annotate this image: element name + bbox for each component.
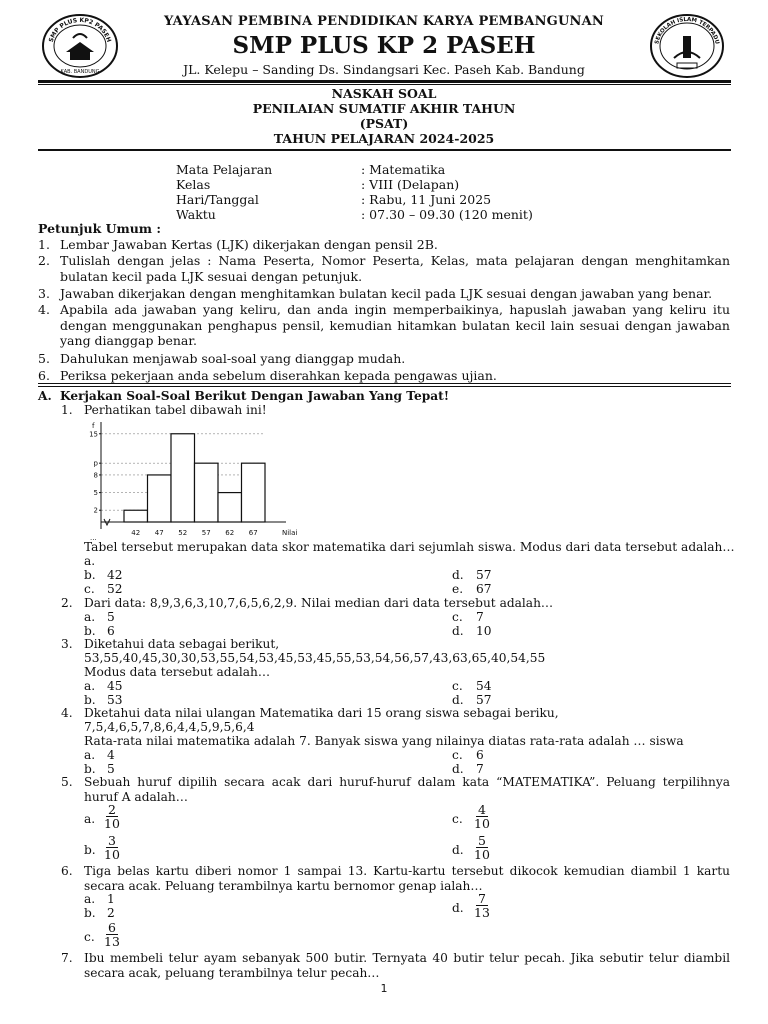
fraction-numerator: 7 <box>477 891 486 906</box>
option-letter-a: a. <box>84 610 96 624</box>
fraction-denominator: 10 <box>104 816 120 831</box>
logo-left-bottom-text: KAB. BANDUNG <box>60 69 100 75</box>
option-fraction-c <box>474 803 490 830</box>
question-intro: Perhatikan tabel dibawah ini! <box>84 403 267 417</box>
question-number: 2. <box>61 596 73 610</box>
option-value-b: 6 <box>107 624 115 638</box>
option-value-c: 52 <box>107 582 123 596</box>
header-rule-thin <box>38 84 731 85</box>
option-letter-b: b. <box>84 693 96 707</box>
doc-title-1: NASKAH SOAL <box>331 86 437 101</box>
fraction-numerator: 5 <box>477 833 486 848</box>
x-tick-label: 47 <box>154 529 164 537</box>
y-tick-label: 8 <box>93 471 98 480</box>
x-tick-label: 42 <box>131 529 141 537</box>
info-value-time: : 07.30 – 09.30 (120 menit) <box>361 207 533 222</box>
info-label-time: Waktu <box>176 207 216 222</box>
fraction-numerator: 6 <box>107 920 116 935</box>
instruction-text: Lembar Jawaban Kertas (LJK) dikerjakan dengan pensil 2B. <box>60 237 438 252</box>
fraction-numerator: 4 <box>477 802 486 817</box>
info-value-date: : Rabu, 11 Juni 2025 <box>361 192 492 207</box>
question-text: Tiga belas kartu diberi nomor 1 sampai 13. Kartu-kartu tersebut dikocok kemudian diambil 1 kartu secara acak. Peluang terambilnya kartu bernomor genap ialah… <box>84 864 730 893</box>
option-letter-d: d. <box>452 762 464 776</box>
question-number: 5. <box>61 775 73 789</box>
x-tick-label: 52 <box>178 529 188 537</box>
histogram-bar <box>242 463 266 522</box>
question-ask: Modus data tersebut adalah… <box>84 665 271 679</box>
option-letter-d: d. <box>452 568 464 582</box>
school-logo-right <box>648 12 726 80</box>
option-value-a: 4 <box>107 748 115 762</box>
instruction-text: Periksa pekerjaan anda sebelum diserahkan kepada pengawas ujian. <box>60 368 497 383</box>
info-label-class: Kelas <box>176 177 211 192</box>
option-fraction-c <box>104 921 120 948</box>
section-rule-1 <box>38 383 731 384</box>
fraction-denominator: 10 <box>104 847 120 862</box>
option-value-a: 5 <box>107 610 115 624</box>
question-number: 4. <box>61 706 73 720</box>
option-value-d: 7 <box>476 762 484 776</box>
option-letter-b: b. <box>84 762 96 776</box>
fraction-denominator: 10 <box>474 816 490 831</box>
option-fraction-b <box>104 834 120 861</box>
histogram-bar <box>195 463 219 522</box>
instruction-num: 5. <box>38 351 50 366</box>
option-letter-c: c. <box>84 582 95 596</box>
option-letter-a: a. <box>84 679 96 693</box>
instruction-text: Apabila ada jawaban yang keliru, dan anda ingin memperbaikinya, hapuslah jawaban yang keliru itu dengan menggunakan penghapus pensil, kemudian hitamkan bulatan kecil lain sesuai dengan jawaban yang dianggap benar. <box>60 302 730 348</box>
question-text: Dari data: 8,9,3,6,3,10,7,6,5,6,2,9. Nilai median dari data tersebut adalah… <box>84 596 554 610</box>
question-number: 7. <box>61 951 73 965</box>
question-text: Tabel tersebut merupakan data skor matematika dari sejumlah siswa. Modus dari data tersebut adalah… <box>84 540 735 554</box>
fraction-denominator: 13 <box>104 934 120 949</box>
school-address: JL. Kelepu – Sanding Ds. Sindangsari Kec. Paseh Kab. Bandung <box>183 62 585 77</box>
option-value-d: 10 <box>476 624 492 638</box>
option-fraction-d <box>474 892 490 919</box>
doc-title-3: (PSAT) <box>359 116 409 131</box>
question-text: Sebuah huruf dipilih secara acak dari huruf-huruf dalam kata “MATEMATIKA”. Peluang terpilihnya huruf A adalah… <box>84 775 730 804</box>
doc-title-2: PENILAIAN SUMATIF AKHIR TAHUN <box>252 101 516 116</box>
section-title: Kerjakan Soal-Soal Berikut Dengan Jawaban Yang Tepat! <box>60 389 450 403</box>
school-name: SMP PLUS KP 2 PASEH <box>232 32 536 59</box>
option-value-a: 1 <box>107 892 115 906</box>
option-value-e: 67 <box>476 582 492 596</box>
option-value-c: 54 <box>476 679 492 693</box>
option-fraction-d <box>474 834 490 861</box>
question-text: Diketahui data sebagai berikut, <box>84 637 280 651</box>
option-value-b: 5 <box>107 762 115 776</box>
section-rule-2 <box>38 386 731 387</box>
option-letter-d: d. <box>452 624 464 638</box>
header-rule-thick <box>38 80 731 83</box>
doc-title-4: TAHUN PELAJARAN 2024-2025 <box>273 131 495 146</box>
x-axis-break-label: ... <box>90 534 97 542</box>
option-fraction-a <box>104 803 120 830</box>
logo-left-top-text: SMP PLUS KP2 PASEH <box>47 16 113 44</box>
section-label: A. <box>38 389 52 403</box>
option-letter-c: c. <box>452 679 463 693</box>
option-letter-a: a. <box>84 748 96 762</box>
title-rule <box>38 149 731 151</box>
y-tick-label: 15 <box>89 430 98 439</box>
question-ask: Rata-rata nilai matematika adalah 7. Banyak siswa yang nilainya diatas rata-rata adalah … siswa <box>84 734 684 748</box>
y-tick-label: p <box>93 459 98 468</box>
fraction-numerator: 3 <box>107 833 116 848</box>
option-letter-c: c. <box>452 748 463 762</box>
option-value-b: 42 <box>107 568 123 582</box>
option-value-c: 6 <box>476 748 484 762</box>
option-letter-b: b. <box>84 624 96 638</box>
info-label-date: Hari/Tanggal <box>176 192 259 207</box>
option-letter-c: c. <box>84 930 95 944</box>
info-value-class: : VIII (Delapan) <box>361 177 460 192</box>
histogram-bar <box>124 510 148 522</box>
y-tick-label: 5 <box>93 489 98 498</box>
y-axis-label: f <box>92 422 95 430</box>
fraction-denominator: 13 <box>474 905 490 920</box>
instruction-text: Jawaban dikerjakan dengan menghitamkan bulatan kecil pada LJK sesuai dengan jawaban yang benar. <box>60 286 713 301</box>
option-letter-d: d. <box>452 901 464 915</box>
y-tick-label: 2 <box>93 506 98 515</box>
option-letter-b: b. <box>84 568 96 582</box>
question-data: 53,55,40,45,30,30,53,55,54,53,45,53,45,55,53,54,56,57,43,63,65,40,54,55 <box>84 651 546 665</box>
option-value-b: 53 <box>107 693 123 707</box>
option-value-c: 7 <box>476 610 484 624</box>
question-number: 3. <box>61 637 73 651</box>
instruction-num: 4. <box>38 302 50 317</box>
histogram-bar <box>171 434 195 522</box>
option-letter-c: c. <box>452 610 463 624</box>
question-text: Dketahui data nilai ulangan Matematika dari 15 orang siswa sebagai beriku, <box>84 706 559 720</box>
logo-right-text: SEKOLAH ISLAM TERPADU <box>654 16 720 45</box>
fraction-denominator: 10 <box>474 847 490 862</box>
option-letter-d: d. <box>452 693 464 707</box>
x-axis-label: Nilai <box>282 529 298 537</box>
question-number: 6. <box>61 864 73 878</box>
fraction-numerator: 2 <box>107 802 116 817</box>
option-letter-b: b. <box>84 906 96 920</box>
x-tick-label: 62 <box>225 529 235 537</box>
instruction-num: 6. <box>38 368 50 383</box>
option-value-d: 57 <box>476 568 492 582</box>
option-letter-a: a. <box>84 892 96 906</box>
option-value-b: 2 <box>107 906 115 920</box>
question-text: Ibu membeli telur ayam sebanyak 500 butir. Ternyata 40 butir telur pecah. Jika sebutir telur diambil secara acak, peluang terambilnya telur pecah… <box>84 951 730 980</box>
x-tick-label: 67 <box>248 529 258 537</box>
option-letter-a: a. <box>84 554 96 568</box>
question-data: 7,5,4,6,5,7,8,6,4,4,5,9,5,6,4 <box>84 720 255 734</box>
option-letter-b: b. <box>84 843 96 857</box>
instruction-text: Dahulukan menjawab soal-soal yang dianggap mudah. <box>60 351 406 366</box>
option-letter-e: e. <box>452 582 464 596</box>
instruction-text: Tulislah dengan jelas : Nama Peserta, Nomor Peserta, Kelas, mata pelajaran dengan menghitamkan bulatan kecil pada LJK sesuai dengan petunjuk. <box>60 253 730 284</box>
instruction-num: 1. <box>38 237 50 252</box>
instruction-num: 2. <box>38 253 50 268</box>
page-number: 1 <box>380 982 388 995</box>
histogram-bar <box>218 493 242 522</box>
instruction-num: 3. <box>38 286 50 301</box>
instructions-heading: Petunjuk Umum : <box>38 221 161 236</box>
x-tick-label: 57 <box>201 529 211 537</box>
info-label-subject: Mata Pelajaran <box>176 162 273 177</box>
option-value-a: 45 <box>107 679 123 693</box>
histogram-bar <box>148 475 172 522</box>
frequency-histogram <box>84 418 298 542</box>
info-value-subject: : Matematika <box>361 162 446 177</box>
question-number: 1. <box>61 403 73 417</box>
option-letter-d: d. <box>452 843 464 857</box>
foundation-name: YAYASAN PEMBINA PENDIDIKAN KARYA PEMBANGUNAN <box>164 14 604 29</box>
option-letter-a: a. <box>84 812 96 826</box>
option-letter-c: c. <box>452 812 463 826</box>
option-value-d: 57 <box>476 693 492 707</box>
